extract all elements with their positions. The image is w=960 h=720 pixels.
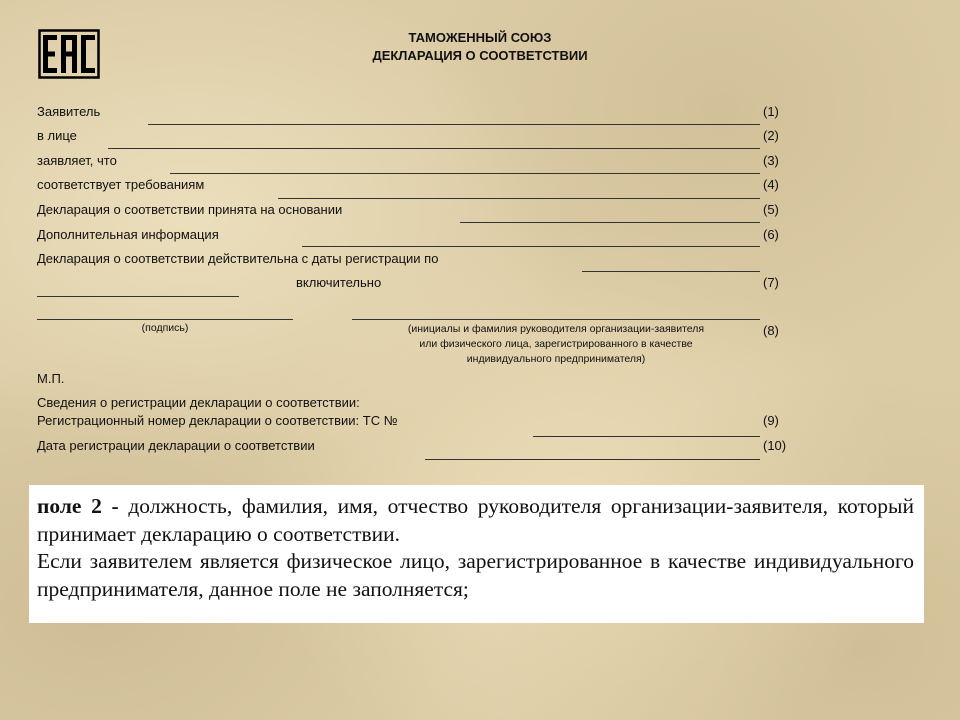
signature-caption: (подпись) [141, 322, 189, 334]
reg-date-label: Дата регистрации декларации о соответствии [37, 438, 315, 453]
reg-date-field[interactable] [425, 459, 760, 460]
registration-info-label: Сведения о регистрации декларации о соответствии: [37, 395, 360, 410]
field-number: (8) [763, 323, 779, 338]
field-number: (7) [763, 275, 779, 290]
represented-by-field[interactable] [108, 148, 760, 149]
note-field-label: поле 2 - [37, 494, 119, 518]
field-number: (10) [763, 438, 787, 453]
field-number: (3) [763, 153, 779, 168]
note-paragraph-1 [37, 493, 914, 548]
union-title: ТАМОЖЕННЫЙ СОЮЗ [408, 30, 552, 45]
field-number: (2) [763, 128, 779, 143]
initials-caption-2: или физического лица, зарегистрированного в качестве [419, 338, 693, 350]
note-text-1: должность, фамилия, имя, отчество руководителя организации-заявителя, который принимает декларацию о соответствии. [37, 494, 915, 546]
declares-label: заявляет, что [37, 153, 117, 168]
additional-label: Дополнительная информация [37, 227, 219, 242]
stamp-label: М.П. [37, 371, 65, 386]
initials-field[interactable] [352, 319, 760, 320]
field-number: (4) [763, 177, 779, 192]
applicant-field[interactable] [148, 124, 760, 125]
initials-caption-1: (инициалы и фамилия руководителя организации-заявителя [407, 323, 705, 335]
field-2-note [29, 485, 924, 623]
initials-caption-3: индивидуального предпринимателя) [466, 353, 646, 365]
field-number: (5) [763, 202, 779, 217]
eac-logo [38, 29, 100, 79]
note-paragraph-2: Если заявителем является физическое лицо, зарегистрированное в качестве индивидуального предпринимателя, данное поле не заполняется; [37, 549, 914, 601]
validity-end-field[interactable] [37, 296, 239, 297]
additional-field[interactable] [302, 246, 760, 247]
signature-field[interactable] [37, 319, 293, 320]
basis-label: Декларация о соответствии принята на основании [37, 202, 343, 217]
complies-field[interactable] [278, 198, 760, 199]
applicant-label: Заявитель [37, 104, 101, 119]
field-number: (1) [763, 104, 779, 119]
basis-field[interactable] [460, 222, 760, 223]
declaration-title: ДЕКЛАРАЦИЯ О СООТВЕТСТВИИ [372, 48, 588, 63]
validity-label: Декларация о соответствии действительна с даты регистрации по [37, 251, 439, 266]
validity-date-field[interactable] [582, 271, 760, 272]
reg-number-field[interactable] [533, 436, 760, 437]
declares-field[interactable] [170, 173, 760, 174]
represented-by-label: в лице [37, 128, 77, 143]
inclusive-label: включительно [296, 275, 382, 290]
field-number: (6) [763, 227, 779, 242]
reg-number-label: Регистрационный номер декларации о соответствии: ТС № [37, 413, 398, 428]
complies-label: соответствует требованиям [37, 177, 205, 192]
field-number: (9) [763, 413, 779, 428]
